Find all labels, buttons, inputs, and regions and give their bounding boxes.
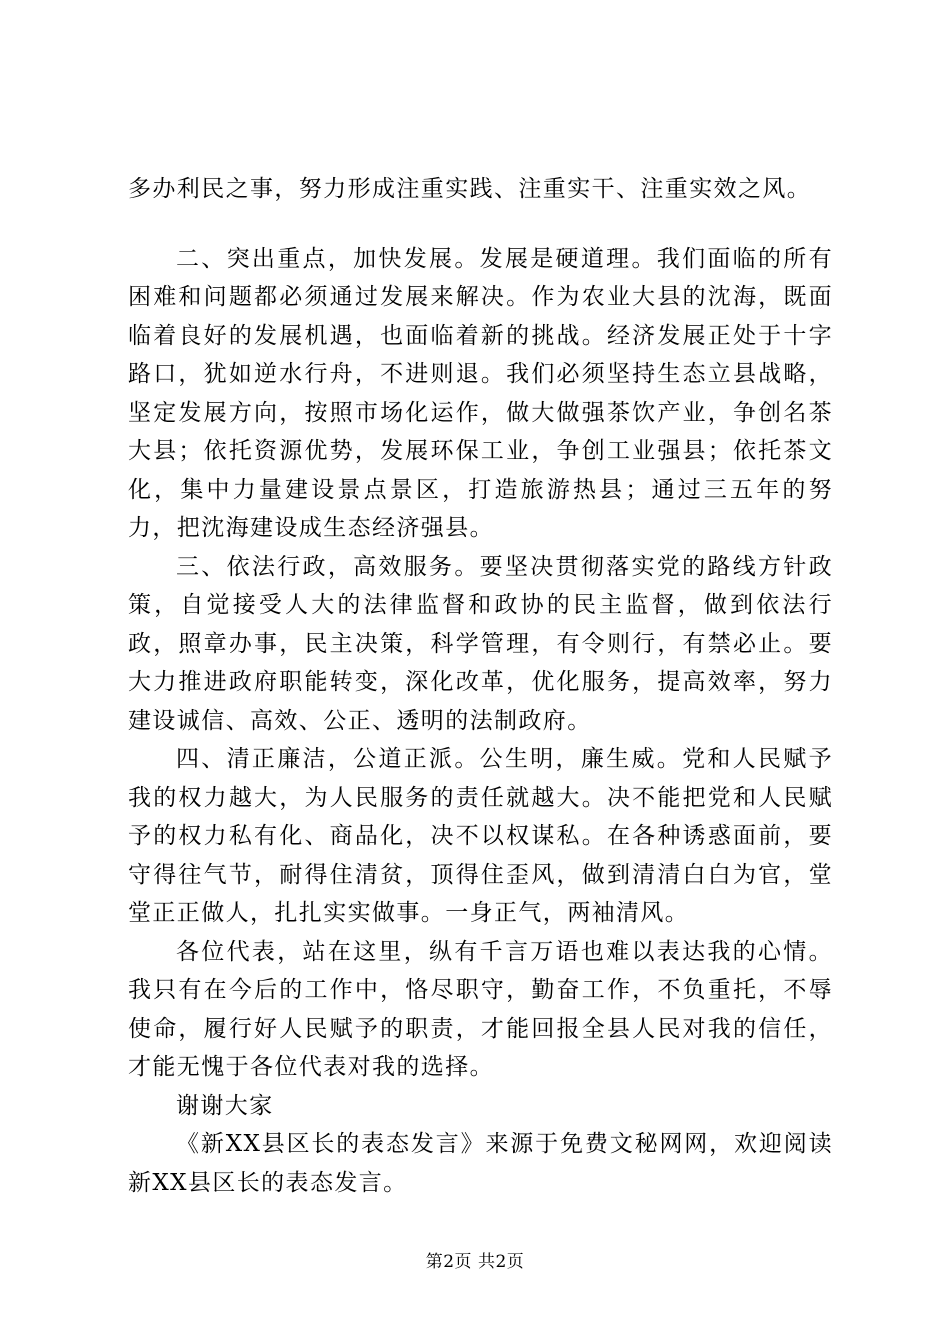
- paragraph-closing: 各位代表，站在这里，纵有千言万语也难以表达我的心情。我只有在今后的工作中，恪尽职守，勤奋工作，不负重托，不辱使命，履行好人民赋予的职责，才能回报全县人民对我的信任，才能无愧于各位代表对我的选择。: [128, 938, 833, 1080]
- paragraph-continuation: 多办利民之事，努力形成注重实践、注重实干、注重实效之风。: [128, 176, 812, 202]
- page-number-footer: 第2页 共2页: [425, 1252, 525, 1272]
- paragraph-source-note: 《新XX县区长的表态发言》来源于免费文秘网网，欢迎阅读新XX县区长的表态发言。: [128, 1131, 833, 1196]
- document-body: [128, 170, 833, 1202]
- paragraph-section-four: 四、清正廉洁，公道正派。公生明，廉生威。党和人民赋予我的权力越大，为人民服务的责任就越大。决不能把党和人民赋予的权力私有化、商品化，决不以权谋私。在各种诱惑面前，要守得往气节，耐得住清贫，顶得住歪风，做到清清白白为官，堂堂正正做人，扎扎实实做事。一身正气，两袖清风。: [128, 746, 833, 926]
- paragraph-section-three: 三、依法行政，高效服务。要坚决贯彻落实党的路线方针政策，自觉接受人大的法律监督和政协的民主监督，做到依法行政，照章办事，民主决策，科学管理，有令则行，有禁必止。要大力推进政府职能转变，深化改革，优化服务，提高效率，努力建设诚信、高效、公正、透明的法制政府。: [128, 553, 833, 734]
- paragraph-thanks: 谢谢大家: [176, 1092, 274, 1119]
- paragraph-section-two: 二、突出重点，加快发展。发展是硬道理。我们面临的所有困难和问题都必须通过发展来解决。作为农业大县的沈海，既面临着良好的发展机遇，也面临着新的挑战。经济发展正处于十字路口，犹如逆水行舟，不进则退。我们必须坚持生态立县战略，坚定发展方向，按照市场化运作，做大做强茶饮产业，争创名茶大县；依托资源优势，发展环保工业，争创工业强县；依托茶文化，集中力量建设景点景区，打造旅游热县；通过三五年的努力，把沈海建设成生态经济强县。: [128, 245, 833, 541]
